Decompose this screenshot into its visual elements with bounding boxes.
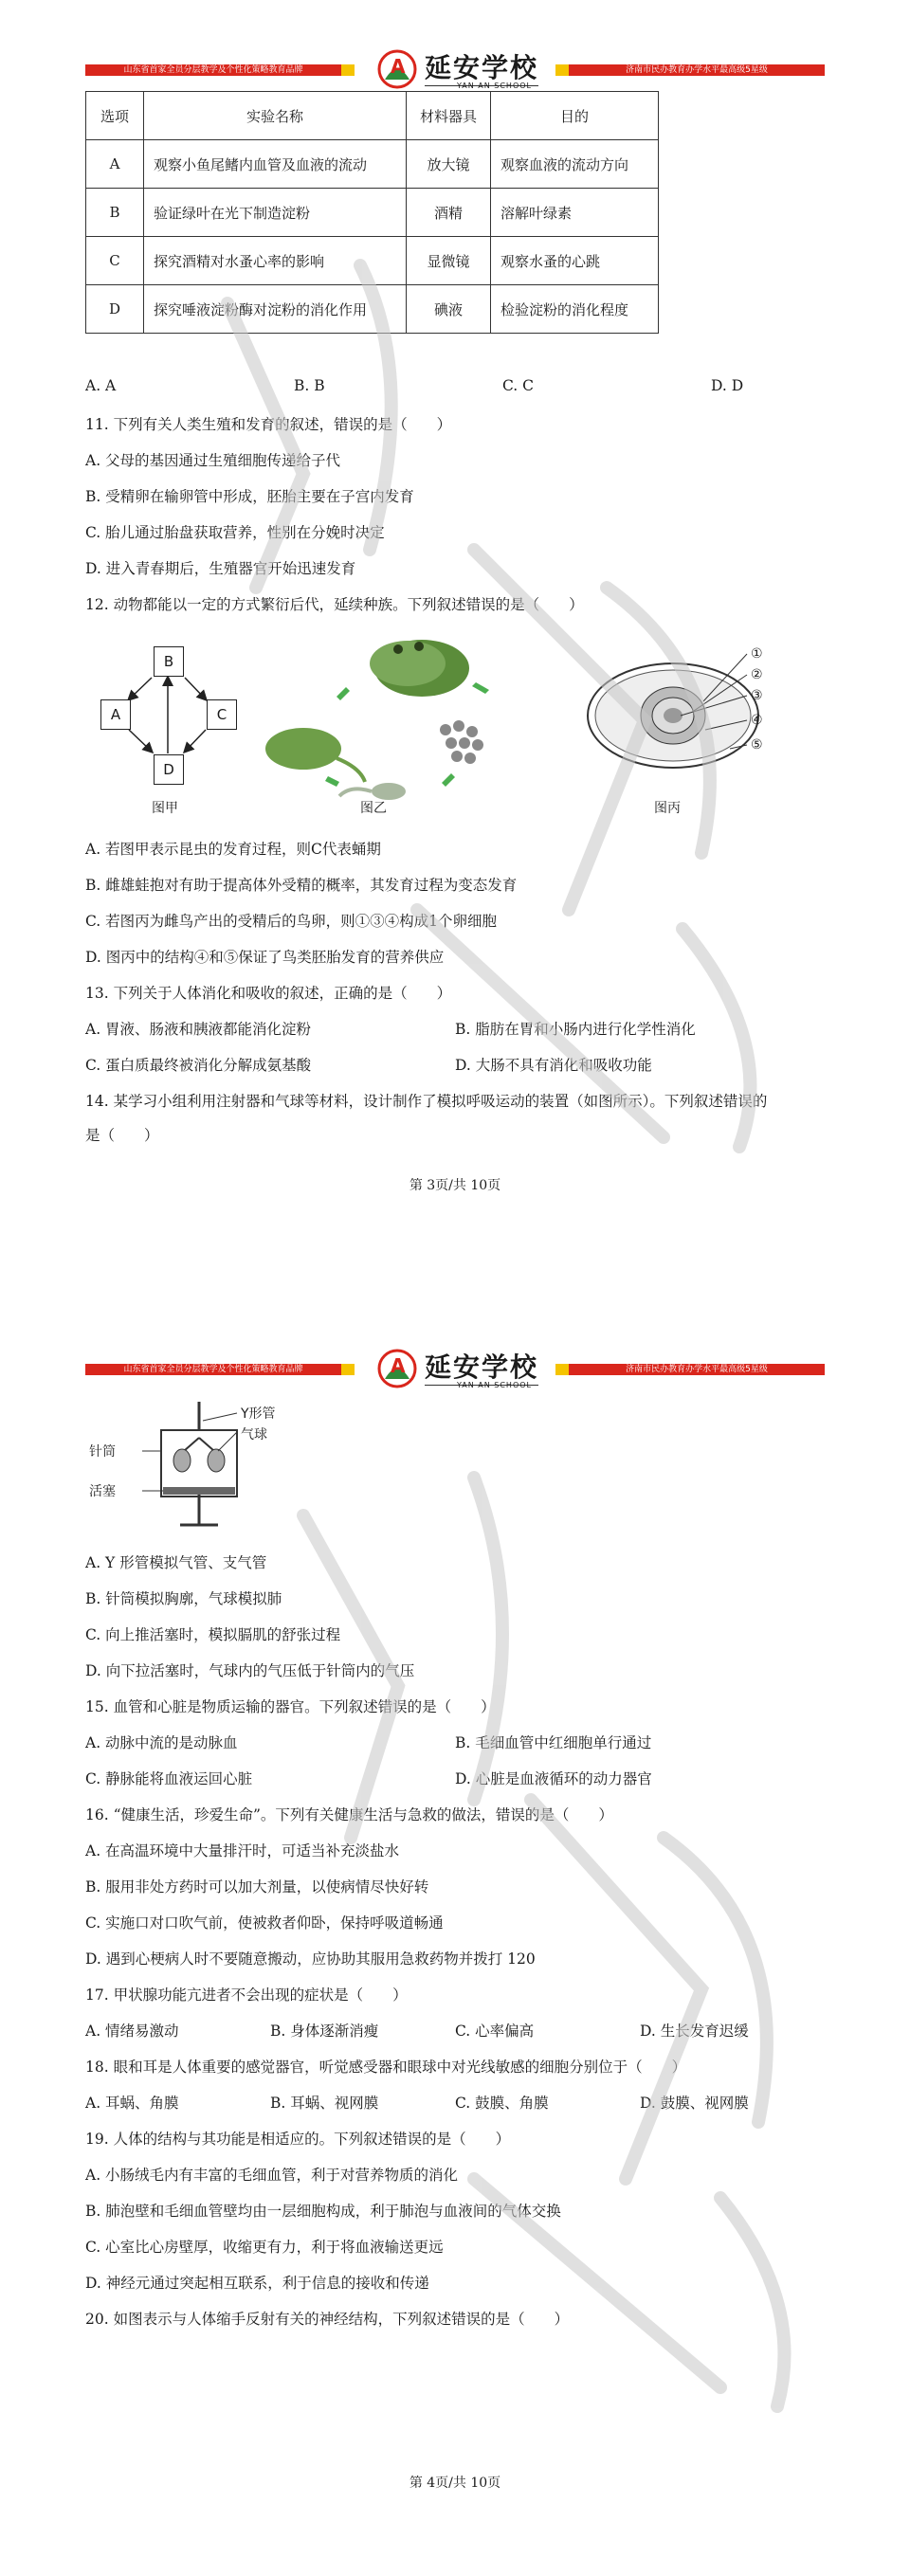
q14-option-a: A. Y 形管模拟气管、支气管 <box>85 1554 267 1571</box>
table-cell: 观察血液的流动方向 <box>491 140 659 189</box>
q13-option-b: B. 脂肪在胃和小肠内进行化学性消化 <box>455 1021 696 1038</box>
bird-egg-icon <box>578 644 796 787</box>
q11-option-d: D. 进入青春期后，生殖器官开始迅速发育 <box>85 560 356 577</box>
option-d: D. D <box>711 377 744 394</box>
table-row <box>86 237 659 285</box>
q18-option-b: B. 耳蜗、视网膜 <box>270 2095 379 2112</box>
question-17-stem: 17. 甲状腺功能亢进者不会出现的症状是（ ） <box>85 1986 408 2004</box>
q12-option-c: C. 若图丙为雌鸟产出的受精后的鸟卵，则①③④构成1个卵细胞 <box>85 913 498 930</box>
option-a: A. A <box>85 377 117 394</box>
question-18-stem: 18. 眼和耳是人体重要的感觉器官，听觉感受器和眼球中对光线敏感的细胞分别位于（ ） <box>85 2059 687 2076</box>
q17-option-d: D. 生长发育迟缓 <box>640 2023 749 2040</box>
egg-part-4: ④ <box>751 713 763 728</box>
egg-part-3: ③ <box>751 688 763 703</box>
header-accent <box>341 1364 355 1375</box>
option-c: C. C <box>502 377 535 394</box>
question-13-stem: 13. 下列关于人体消化和吸收的叙述，正确的是（ ） <box>85 985 452 1002</box>
table-cell: 显微镜 <box>407 237 491 285</box>
table-cell: B <box>86 189 144 237</box>
table-cell: 酒精 <box>407 189 491 237</box>
egg-part-5: ⑤ <box>751 737 763 753</box>
syringe-label-balloon: 气球 <box>241 1427 267 1442</box>
question-14-stem: 14. 某学习小组利用注射器和气球等材料，设计制作了模拟呼吸运动的装置（如图所示）。下列叙述错误的 <box>85 1093 768 1110</box>
table-header-cell: 材料器具 <box>407 92 491 140</box>
header-left-banner: 山东省首家全员分层教学及个性化策略教育品牌 <box>85 64 341 76</box>
exam-page-4 <box>0 1288 910 2576</box>
logo-english-name: YAN AN SCHOOL <box>457 1381 532 1389</box>
experiment-table <box>85 91 659 334</box>
q15-option-b: B. 毛细血管中红细胞单行通过 <box>455 1734 652 1751</box>
cycle-box-d: D <box>154 754 184 785</box>
logo-english-name: YAN AN SCHOOL <box>457 82 532 90</box>
table-cell: 溶解叶绿素 <box>491 189 659 237</box>
egg-part-1: ① <box>751 646 763 662</box>
q12-option-a: A. 若图甲表示昆虫的发育过程，则C代表蛹期 <box>85 841 381 858</box>
table-cell: 碘液 <box>407 285 491 334</box>
header-accent <box>341 64 355 76</box>
table-cell: 探究酒精对水蚤心率的影响 <box>144 237 407 285</box>
q16-option-d: D. 遇到心梗病人时不要随意搬动，应协助其服用急救药物并拨打 120 <box>85 1950 536 1968</box>
syringe-figure <box>85 1392 313 1534</box>
q16-option-b: B. 服用非处方药时可以加大剂量，以使病情尽快好转 <box>85 1878 429 1896</box>
q15-option-a: A. 动脉中流的是动脉血 <box>85 1734 238 1751</box>
header-accent <box>555 64 569 76</box>
table-cell: 验证绿叶在光下制造淀粉 <box>144 189 407 237</box>
table-header-cell: 目的 <box>491 92 659 140</box>
figure-label-jia: 图甲 <box>152 801 178 816</box>
school-logo <box>370 1345 540 1402</box>
logo-letter: A <box>391 1354 406 1377</box>
q14-option-b: B. 针筒模拟胸廓，气球模拟肺 <box>85 1590 282 1607</box>
q13-option-c: C. 蛋白质最终被消化分解成氨基酸 <box>85 1057 312 1074</box>
header-right-banner: 济南市民办教育办学水平最高级5星级 <box>569 1364 825 1375</box>
table-cell: C <box>86 237 144 285</box>
header-left-banner: 山东省首家全员分层教学及个性化策略教育品牌 <box>85 1364 341 1375</box>
table-cell: 观察水蚤的心跳 <box>491 237 659 285</box>
table-header-cell: 实验名称 <box>144 92 407 140</box>
table-cell: A <box>86 140 144 189</box>
question-12-stem: 12. 动物都能以一定的方式繁衍后代，延续种族。下列叙述错误的是（ ） <box>85 596 584 613</box>
table-row <box>86 140 659 189</box>
question-20-stem: 20. 如图表示与人体缩手反射有关的神经结构，下列叙述错误的是（ ） <box>85 2311 570 2328</box>
page-footer: 第 3页/共 10页 <box>409 1178 501 1193</box>
question-14-stem-cont: 是（ ） <box>85 1127 159 1144</box>
page-footer: 第 4页/共 10页 <box>409 2476 501 2491</box>
cycle-box-b: B <box>154 646 184 677</box>
q11-option-c: C. 胎儿通过胎盘获取营养，性别在分娩时决定 <box>85 524 385 541</box>
q18-option-a: A. 耳蜗、角膜 <box>85 2095 179 2112</box>
table-header-cell: 选项 <box>86 92 144 140</box>
table-row <box>86 285 659 334</box>
q17-option-c: C. 心率偏高 <box>455 2023 535 2040</box>
cycle-box-a: A <box>100 699 131 730</box>
q17-option-b: B. 身体逐渐消瘦 <box>270 2023 379 2040</box>
q14-option-c: C. 向上推活塞时，模拟膈肌的舒张过程 <box>85 1626 341 1643</box>
table-cell: 观察小鱼尾鳍内血管及血液的流动 <box>144 140 407 189</box>
q19-option-b: B. 肺泡壁和毛细血管壁均由一层细胞构成，利于肺泡与血液间的气体交换 <box>85 2203 561 2220</box>
q19-option-a: A. 小肠绒毛内有丰富的毛细血管，利于对营养物质的消化 <box>85 2167 459 2184</box>
q14-option-d: D. 向下拉活塞时，气球内的气压低于针筒内的气压 <box>85 1662 415 1679</box>
q13-option-d: D. 大肠不具有消化和吸收功能 <box>455 1057 652 1074</box>
header-accent <box>555 1364 569 1375</box>
q11-option-b: B. 受精卵在输卵管中形成，胚胎主要在子宫内发育 <box>85 488 414 505</box>
table-cell: D <box>86 285 144 334</box>
q11-option-a: A. 父母的基因通过生殖细胞传递给子代 <box>85 452 341 469</box>
q13-option-a: A. 胃液、肠液和胰液都能消化淀粉 <box>85 1021 312 1038</box>
question-15-stem: 15. 血管和心脏是物质运输的器官。下列叙述错误的是（ ） <box>85 1698 496 1715</box>
figure-label-yi: 图乙 <box>360 801 387 816</box>
egg-part-2: ② <box>751 667 763 682</box>
header-right-banner: 济南市民办教育办学水平最高级5星级 <box>569 64 825 76</box>
q15-option-d: D. 心脏是血液循环的动力器官 <box>455 1770 652 1787</box>
q12-figure <box>95 626 825 825</box>
q19-option-d: D. 神经元通过突起相互联系，利于信息的接收和传递 <box>85 2275 429 2292</box>
logo-chinese-name: 延安学校 <box>425 1351 539 1383</box>
cycle-box-c: C <box>207 699 237 730</box>
frog-life-cycle-icon <box>256 626 559 815</box>
logo-letter: A <box>391 55 406 78</box>
q15-option-c: C. 静脉能将血液运回心脏 <box>85 1770 253 1787</box>
q12-option-d: D. 图丙中的结构④和⑤保证了鸟类胚胎发育的营养供应 <box>85 949 445 966</box>
figure-label-bing: 图丙 <box>654 801 681 816</box>
q18-option-d: D. 鼓膜、视网膜 <box>640 2095 749 2112</box>
table-row <box>86 189 659 237</box>
logo-chinese-name: 延安学校 <box>425 52 539 83</box>
syringe-model-icon <box>85 1392 313 1534</box>
table-header-row <box>86 92 659 140</box>
q19-option-c: C. 心室比心房壁厚，收缩更有力，利于将血液输送更远 <box>85 2239 444 2256</box>
table-cell: 放大镜 <box>407 140 491 189</box>
option-b: B. B <box>294 377 325 394</box>
table-cell: 检验淀粉的消化程度 <box>491 285 659 334</box>
q16-option-a: A. 在高温环境中大量排汗时，可适当补充淡盐水 <box>85 1842 400 1859</box>
question-16-stem: 16. “健康生活，珍爱生命”。下列有关健康生活与急救的做法，错误的是（ ） <box>85 1806 613 1823</box>
question-19-stem: 19. 人体的结构与其功能是相适应的。下列叙述错误的是（ ） <box>85 2131 511 2148</box>
syringe-label-barrel: 针筒 <box>89 1444 116 1460</box>
table-cell: 探究唾液淀粉酶对淀粉的消化作用 <box>144 285 407 334</box>
q12-option-b: B. 雌雄蛙抱对有助于提高体外受精的概率，其发育过程为变态发育 <box>85 877 518 894</box>
q18-option-c: C. 鼓膜、角膜 <box>455 2095 549 2112</box>
q17-option-a: A. 情绪易激动 <box>85 2023 179 2040</box>
syringe-label-ytube: Y形管 <box>241 1406 276 1422</box>
q16-option-c: C. 实施口对口吹气前，使被救者仰卧，保持呼吸道畅通 <box>85 1914 444 1932</box>
syringe-label-plunger: 活塞 <box>89 1484 116 1499</box>
question-11-stem: 11. 下列有关人类生殖和发育的叙述，错误的是（ ） <box>85 416 452 433</box>
